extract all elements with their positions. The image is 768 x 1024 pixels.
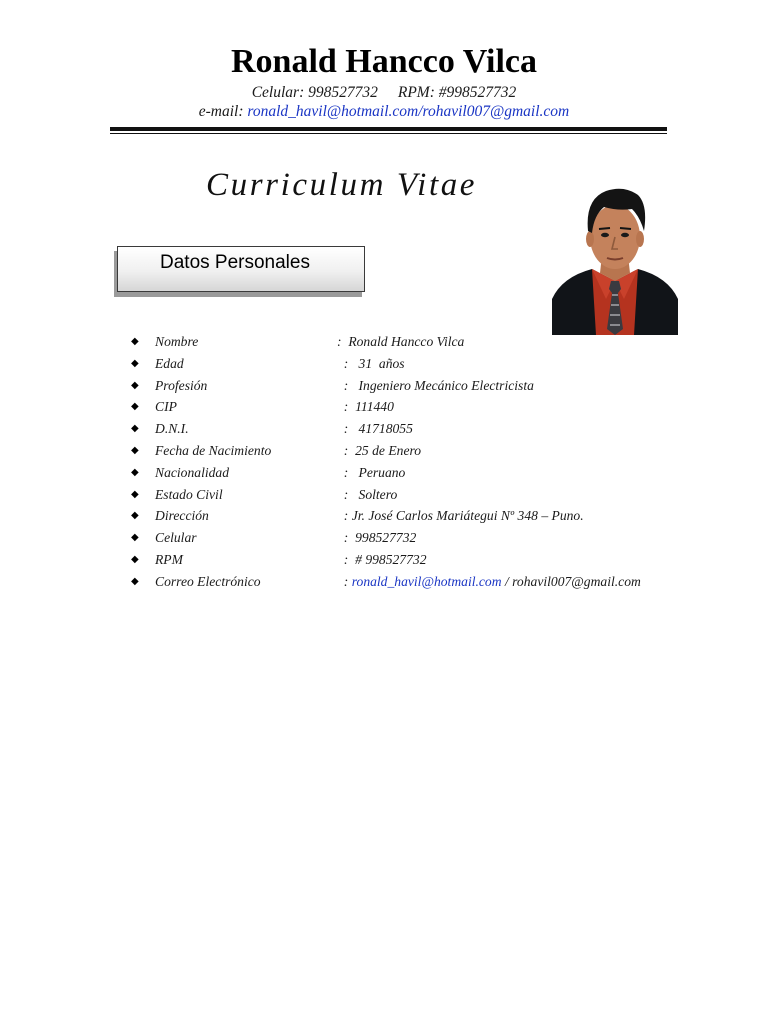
profile-photo	[552, 181, 678, 335]
diamond-bullet-icon: ◆	[131, 553, 139, 565]
header-name: Ronald Hancco Vilca	[230, 43, 538, 80]
detail-value: : Peruano	[337, 464, 406, 480]
diamond-bullet-icon: ◆	[131, 379, 139, 391]
detail-label: Celular	[155, 530, 197, 546]
diamond-bullet-icon: ◆	[131, 488, 139, 500]
document-title: Curriculum Vitae	[206, 167, 478, 203]
detail-value: : Soltero	[337, 486, 398, 502]
header-divider-thin	[110, 133, 667, 134]
diamond-bullet-icon: ◆	[131, 401, 139, 413]
detail-value: : 111440	[337, 399, 394, 415]
detail-label: D.N.I.	[155, 421, 189, 437]
header-phones	[0, 83, 768, 102]
detail-value-email	[337, 571, 641, 593]
detail-label: Fecha de Nacimiento	[155, 442, 272, 458]
detail-value: : Ingeniero Mecánico Electricista	[337, 377, 534, 393]
header-email-label: e-mail:	[198, 103, 248, 120]
diamond-bullet-icon: ◆	[131, 423, 139, 435]
detail-row-nombre	[0, 331, 768, 353]
detail-label: Correo Electrónico	[155, 573, 261, 589]
detail-value: : 25 de Enero	[337, 442, 422, 458]
header-celular: Celular: 998527732	[251, 84, 378, 101]
detail-row-fecha-nacimiento	[0, 440, 768, 462]
detail-row-profesion	[0, 375, 768, 397]
detail-label: Estado Civil	[155, 486, 223, 502]
detail-value: : 31 años	[337, 355, 405, 371]
email-link-hotmail[interactable]: ronald_havil@hotmail.com	[351, 573, 502, 589]
header-rpm: RPM: #998527732	[397, 84, 517, 101]
diamond-bullet-icon: ◆	[131, 444, 139, 456]
detail-label: Edad	[155, 355, 184, 371]
section-header-datos-personales	[117, 246, 365, 292]
detail-row-direccion	[0, 505, 768, 527]
header-divider-thick	[110, 127, 667, 131]
diamond-bullet-icon: ◆	[131, 575, 139, 587]
email-gmail: rohavil007@gmail.com	[512, 573, 641, 589]
detail-row-nacionalidad	[0, 462, 768, 484]
diamond-bullet-icon: ◆	[131, 336, 139, 347]
detail-label: Nombre	[155, 334, 199, 349]
email-separator: /	[501, 573, 513, 589]
section-title: Datos Personales	[160, 252, 310, 273]
detail-label: Profesión	[155, 377, 208, 393]
detail-value: : 998527732	[337, 530, 417, 546]
detail-row-cip	[0, 396, 768, 418]
detail-label: Nacionalidad	[155, 464, 230, 480]
diamond-bullet-icon: ◆	[131, 357, 139, 369]
detail-value: : # 998527732	[337, 551, 427, 567]
detail-value: : 41718055	[337, 421, 413, 437]
detail-row-correo	[0, 571, 768, 593]
detail-row-celular	[0, 527, 768, 549]
header-email-line	[0, 102, 768, 121]
diamond-bullet-icon: ◆	[131, 466, 139, 478]
detail-row-dni	[0, 418, 768, 440]
header-email-link[interactable]: ronald_havil@hotmail.com/rohavil007@gmail.com	[247, 103, 570, 120]
detail-value: : Ronald Hancco Vilca	[337, 334, 465, 349]
detail-value: : Jr. José Carlos Mariátegui Nº 348 – Puno.	[337, 508, 584, 524]
detail-row-rpm	[0, 549, 768, 571]
detail-row-estado-civil	[0, 484, 768, 506]
personal-details-list	[0, 331, 768, 593]
email-prefix: :	[337, 573, 352, 589]
diamond-bullet-icon: ◆	[131, 532, 139, 544]
detail-row-edad	[0, 353, 768, 375]
diamond-bullet-icon: ◆	[131, 510, 139, 522]
detail-label: Dirección	[155, 508, 209, 524]
detail-label: CIP	[155, 399, 177, 415]
detail-label: RPM	[155, 551, 183, 567]
